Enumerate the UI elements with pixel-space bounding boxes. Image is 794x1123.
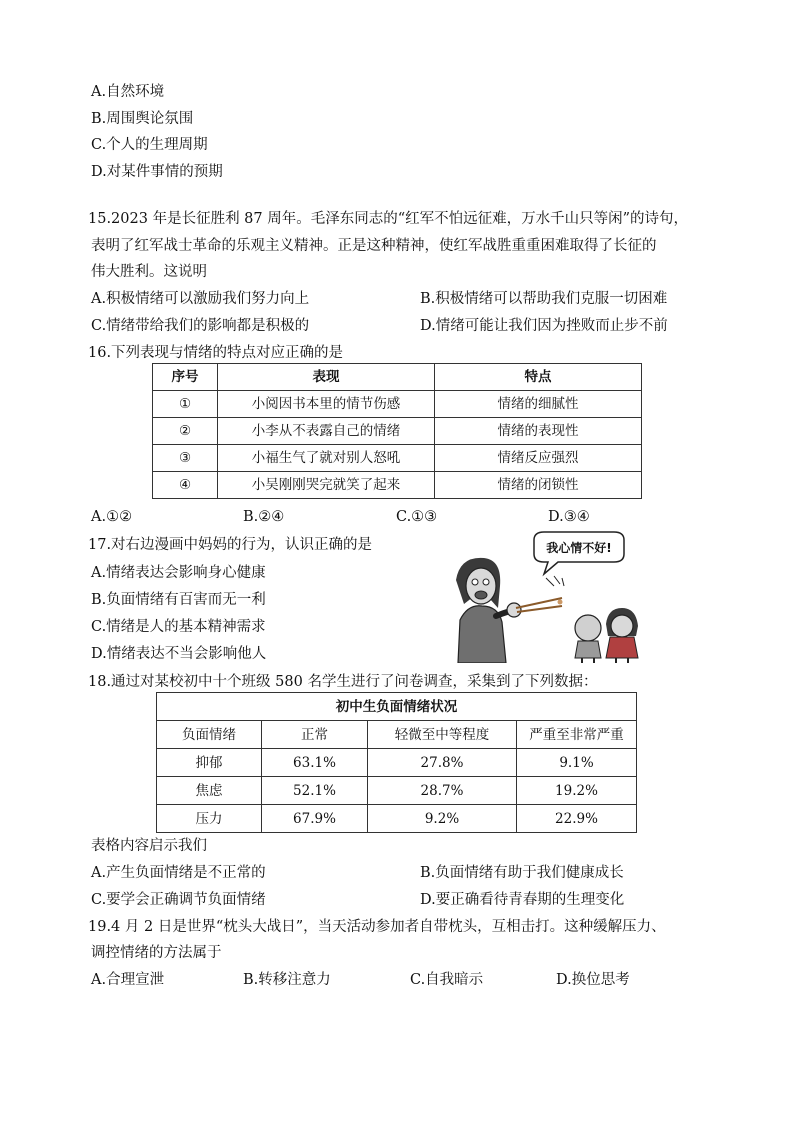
- table-row: [153, 445, 642, 472]
- q17-option-b: B.负面情绪有百害而无一利: [91, 592, 266, 608]
- q18-after-table: 表格内容启示我们: [91, 838, 207, 854]
- table-cell: 28.7%: [368, 777, 517, 805]
- q15-option-d: D.情绪可能让我们因为挫败而止步不前: [420, 318, 668, 334]
- q15-stem-line2: 表明了红军战士革命的乐观主义精神。正是这种精神，使红军战胜重重困难取得了长征的: [91, 238, 657, 254]
- table-cell: ①: [153, 391, 218, 418]
- q16-header-behavior: 表现: [218, 364, 435, 391]
- table-cell: 22.9%: [517, 805, 637, 833]
- q16-option-d: D.③④: [548, 509, 590, 525]
- q19-stem-line1: 19.4 月 2 日是世界“枕头大战日”，当天活动参加者自带枕头，互相击打。这种缓解压力、: [88, 919, 666, 935]
- q17-option-d: D.情绪表达不当会影响他人: [91, 646, 267, 662]
- table-cell: 9.2%: [368, 805, 517, 833]
- boy-head: [575, 615, 601, 641]
- q19-option-a: A.合理宣泄: [91, 972, 165, 988]
- table-cell: 抑郁: [157, 749, 262, 777]
- q15-option-b: B.积极情绪可以帮助我们克服一切困难: [420, 291, 668, 307]
- q16-option-b: B.②④: [243, 509, 285, 525]
- table-cell: 27.8%: [368, 749, 517, 777]
- table-cell: 焦虑: [157, 777, 262, 805]
- table-cell: 情绪反应强烈: [435, 445, 642, 472]
- q14-option-b: B.周围舆论氛围: [91, 111, 194, 127]
- girl-face: [611, 615, 633, 637]
- q18-header-emotion: 负面情绪: [157, 721, 262, 749]
- q16-stem: 16.下列表现与情绪的特点对应正确的是: [88, 345, 344, 361]
- q19-option-d: D.换位思考: [556, 972, 630, 988]
- table-row: [157, 777, 637, 805]
- q18-header-mild: 轻微至中等程度: [368, 721, 517, 749]
- table-row: [157, 805, 637, 833]
- table-row: [153, 472, 642, 499]
- table-cell: ④: [153, 472, 218, 499]
- q14-option-c: C.个人的生理周期: [91, 137, 208, 153]
- table-row: [153, 391, 642, 418]
- table-cell: 52.1%: [262, 777, 368, 805]
- q19-option-b: B.转移注意力: [243, 972, 331, 988]
- table-row: [157, 749, 637, 777]
- q18-header-normal: 正常: [262, 721, 368, 749]
- q18-option-c: C.要学会正确调节负面情绪: [91, 892, 266, 908]
- q15-stem-line3: 伟大胜利。这说明: [91, 264, 207, 280]
- q15-stem-line1: 15.2023 年是长征胜利 87 周年。毛泽东同志的“红军不怕远征难，万水千山只等闲”的诗句，: [88, 211, 689, 227]
- table-cell: ②: [153, 418, 218, 445]
- q16-table: [152, 363, 642, 499]
- table-cell: 小吴刚刚哭完就笑了起来: [218, 472, 435, 499]
- table-cell: 67.9%: [262, 805, 368, 833]
- q18-header-severe: 严重至非常严重: [517, 721, 637, 749]
- table-row: [153, 418, 642, 445]
- table-cell: 63.1%: [262, 749, 368, 777]
- table-cell: 小福生气了就对别人怒吼: [218, 445, 435, 472]
- table-cell: 小李从不表露自己的情绪: [218, 418, 435, 445]
- cartoon-svg: [438, 530, 650, 663]
- table-cell: 9.1%: [517, 749, 637, 777]
- q16-option-c: C.①③: [396, 509, 438, 525]
- girl-body: [606, 637, 638, 658]
- table-cell: ③: [153, 445, 218, 472]
- q18-table: [156, 692, 637, 833]
- table-cell: 情绪的闭锁性: [435, 472, 642, 499]
- table-cell: 小阅因书本里的情节伤感: [218, 391, 435, 418]
- table-cell: 19.2%: [517, 777, 637, 805]
- boy-body: [575, 641, 601, 658]
- q17-stem: 17.对右边漫画中妈妈的行为，认识正确的是: [88, 537, 373, 553]
- q17-option-a: A.情绪表达会影响身心健康: [91, 565, 266, 581]
- table-cell: 情绪的细腻性: [435, 391, 642, 418]
- q19-stem-line2: 调控情绪的方法属于: [91, 945, 222, 961]
- table-cell: 情绪的表现性: [435, 418, 642, 445]
- q16-header-number: 序号: [153, 364, 218, 391]
- q18-table-title: 初中生负面情绪状况: [157, 693, 637, 721]
- q16-option-a: A.①②: [91, 509, 133, 525]
- q18-option-a: A.产生负面情绪是不正常的: [91, 865, 266, 881]
- q15-option-c: C.情绪带给我们的影响都是积极的: [91, 318, 310, 334]
- q16-header-feature: 特点: [435, 364, 642, 391]
- q14-option-d: D.对某件事情的预期: [91, 164, 223, 180]
- q14-option-a: A.自然环境: [91, 84, 165, 100]
- cartoon-illustration: [438, 530, 650, 663]
- table-cell: 压力: [157, 805, 262, 833]
- mother-hand: [507, 603, 521, 617]
- q18-option-b: B.负面情绪有助于我们健康成长: [420, 865, 624, 881]
- speech-bubble-text: 我心情不好!: [546, 541, 612, 555]
- q18-stem: 18.通过对某校初中十个班级 580 名学生进行了问卷调查，采集到了下列数据：: [88, 674, 598, 690]
- q17-option-c: C.情绪是人的基本精神需求: [91, 619, 266, 635]
- q18-option-d: D.要正确看待青春期的生理变化: [420, 892, 625, 908]
- q15-option-a: A.积极情绪可以激励我们努力向上: [91, 291, 310, 307]
- q19-option-c: C.自我暗示: [410, 972, 484, 988]
